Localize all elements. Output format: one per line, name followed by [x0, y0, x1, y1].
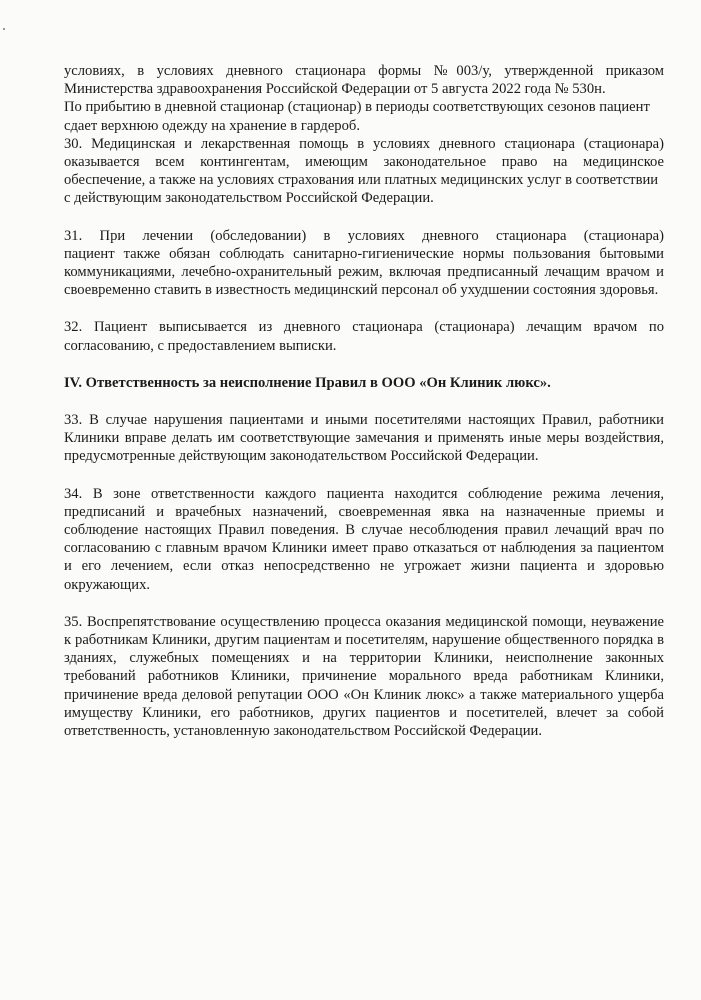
text-line: 32. Пациент выписывается из дневного стационара (стационара) лечащим врачом по [64, 319, 664, 336]
text-line: и его лечением, если отказ непосредственно не угрожает жизни пациента и здоровью [64, 558, 664, 575]
paragraph-gap [64, 466, 664, 485]
document-body [64, 62, 664, 740]
text-line: к работникам Клиники, другим пациентам и посетителям, нарушение общественного порядка в [64, 632, 664, 649]
text-line: согласованию, с предоставлением выписки. [64, 337, 337, 354]
text-line: соблюдение настоящих Правил поведения. В случае несоблюдения правил лечащий врач по [64, 522, 664, 539]
text-line: По прибытию в дневной стационар (стационар) в периоды соответствующих сезонов пациент [64, 99, 650, 116]
paragraph-gap [64, 299, 664, 318]
scan-speck [3, 28, 5, 30]
text-line: предусмотренные действующим законодательством Российской Федерации. [64, 448, 539, 465]
text-line: сдает верхнюю одежду на хранение в гардероб. [64, 117, 360, 134]
text-line: согласованию с главным врачом Клиники имеет право отказаться от наблюдения за пациентом [64, 540, 664, 557]
paragraph-gap [64, 594, 664, 613]
text-line: с действующим законодательством Российской Федерации. [64, 190, 434, 207]
text-line: оказывается всем контингентам, имеющим законодательное право на медицинское [64, 154, 664, 171]
text-line: 35. Воспрепятствование осуществлению процесса оказания медицинской помощи, неуважение [64, 613, 664, 630]
text-line: 31. При лечении (обследовании) в условиях дневного стационара (стационара) [64, 227, 664, 244]
text-line: ответственность, установленную законодательством Российской Федерации. [64, 723, 542, 740]
text-line: зданиях, служебных помещениях и на территории Клиники, неисполнение законных [64, 650, 664, 667]
text-line: обеспечение, а также на условиях страхования или платных медицинских услуг в соответствии [64, 172, 659, 189]
text-line: коммуникациями, лечебно-охранительный режим, включая предписанный лечащим врачом и [64, 264, 664, 281]
text-line: Министерства здравоохранения Российской Федерации от 5 августа 2022 года № 530н. [64, 81, 606, 98]
text-line: имуществу Клиники, его работников, других пациентов и посетителей, влечет за собой [64, 704, 664, 721]
text-line: причинение вреда деловой репутации ООО «Он Клиник люкс» а также материального ущерба [64, 686, 664, 703]
text-line: окружающих. [64, 576, 151, 593]
text-line: Клиники вправе делать им соответствующие замечания и применять иные меры воздействия, [64, 430, 664, 447]
paragraph-gap [64, 208, 664, 227]
paragraph-gap [64, 355, 664, 374]
text-line: своевременно ставить в известность медицинский персонал об ухудшении состояния здоровья. [64, 282, 659, 299]
text-line: требований работников Клиники, причинение морального вреда работникам Клиники, [64, 668, 664, 685]
text-line: 30. Медицинская и лекарственная помощь в условиях дневного стационара (стационара) [64, 135, 664, 152]
text-line: предписаний и врачебных назначений, своевременная явка на назначенные приемы и [64, 503, 664, 520]
text-line: условиях, в условиях дневного стационара формы №003/у, утвержденной приказом [64, 63, 664, 79]
paragraph-gap [64, 392, 664, 411]
text-line: 34. В зоне ответственности каждого пациента находится соблюдение режима лечения, [64, 485, 664, 502]
text-line: 33. В случае нарушения пациентами и иными посетителями настоящих Правил, работники [64, 412, 664, 429]
section-heading: IV. Ответственность за неисполнение Правил в ООО «Он Клиник люкс». [64, 374, 551, 391]
text-line: пациент также обязан соблюдать санитарно-гигиенические нормы пользования бытовыми [64, 245, 664, 262]
